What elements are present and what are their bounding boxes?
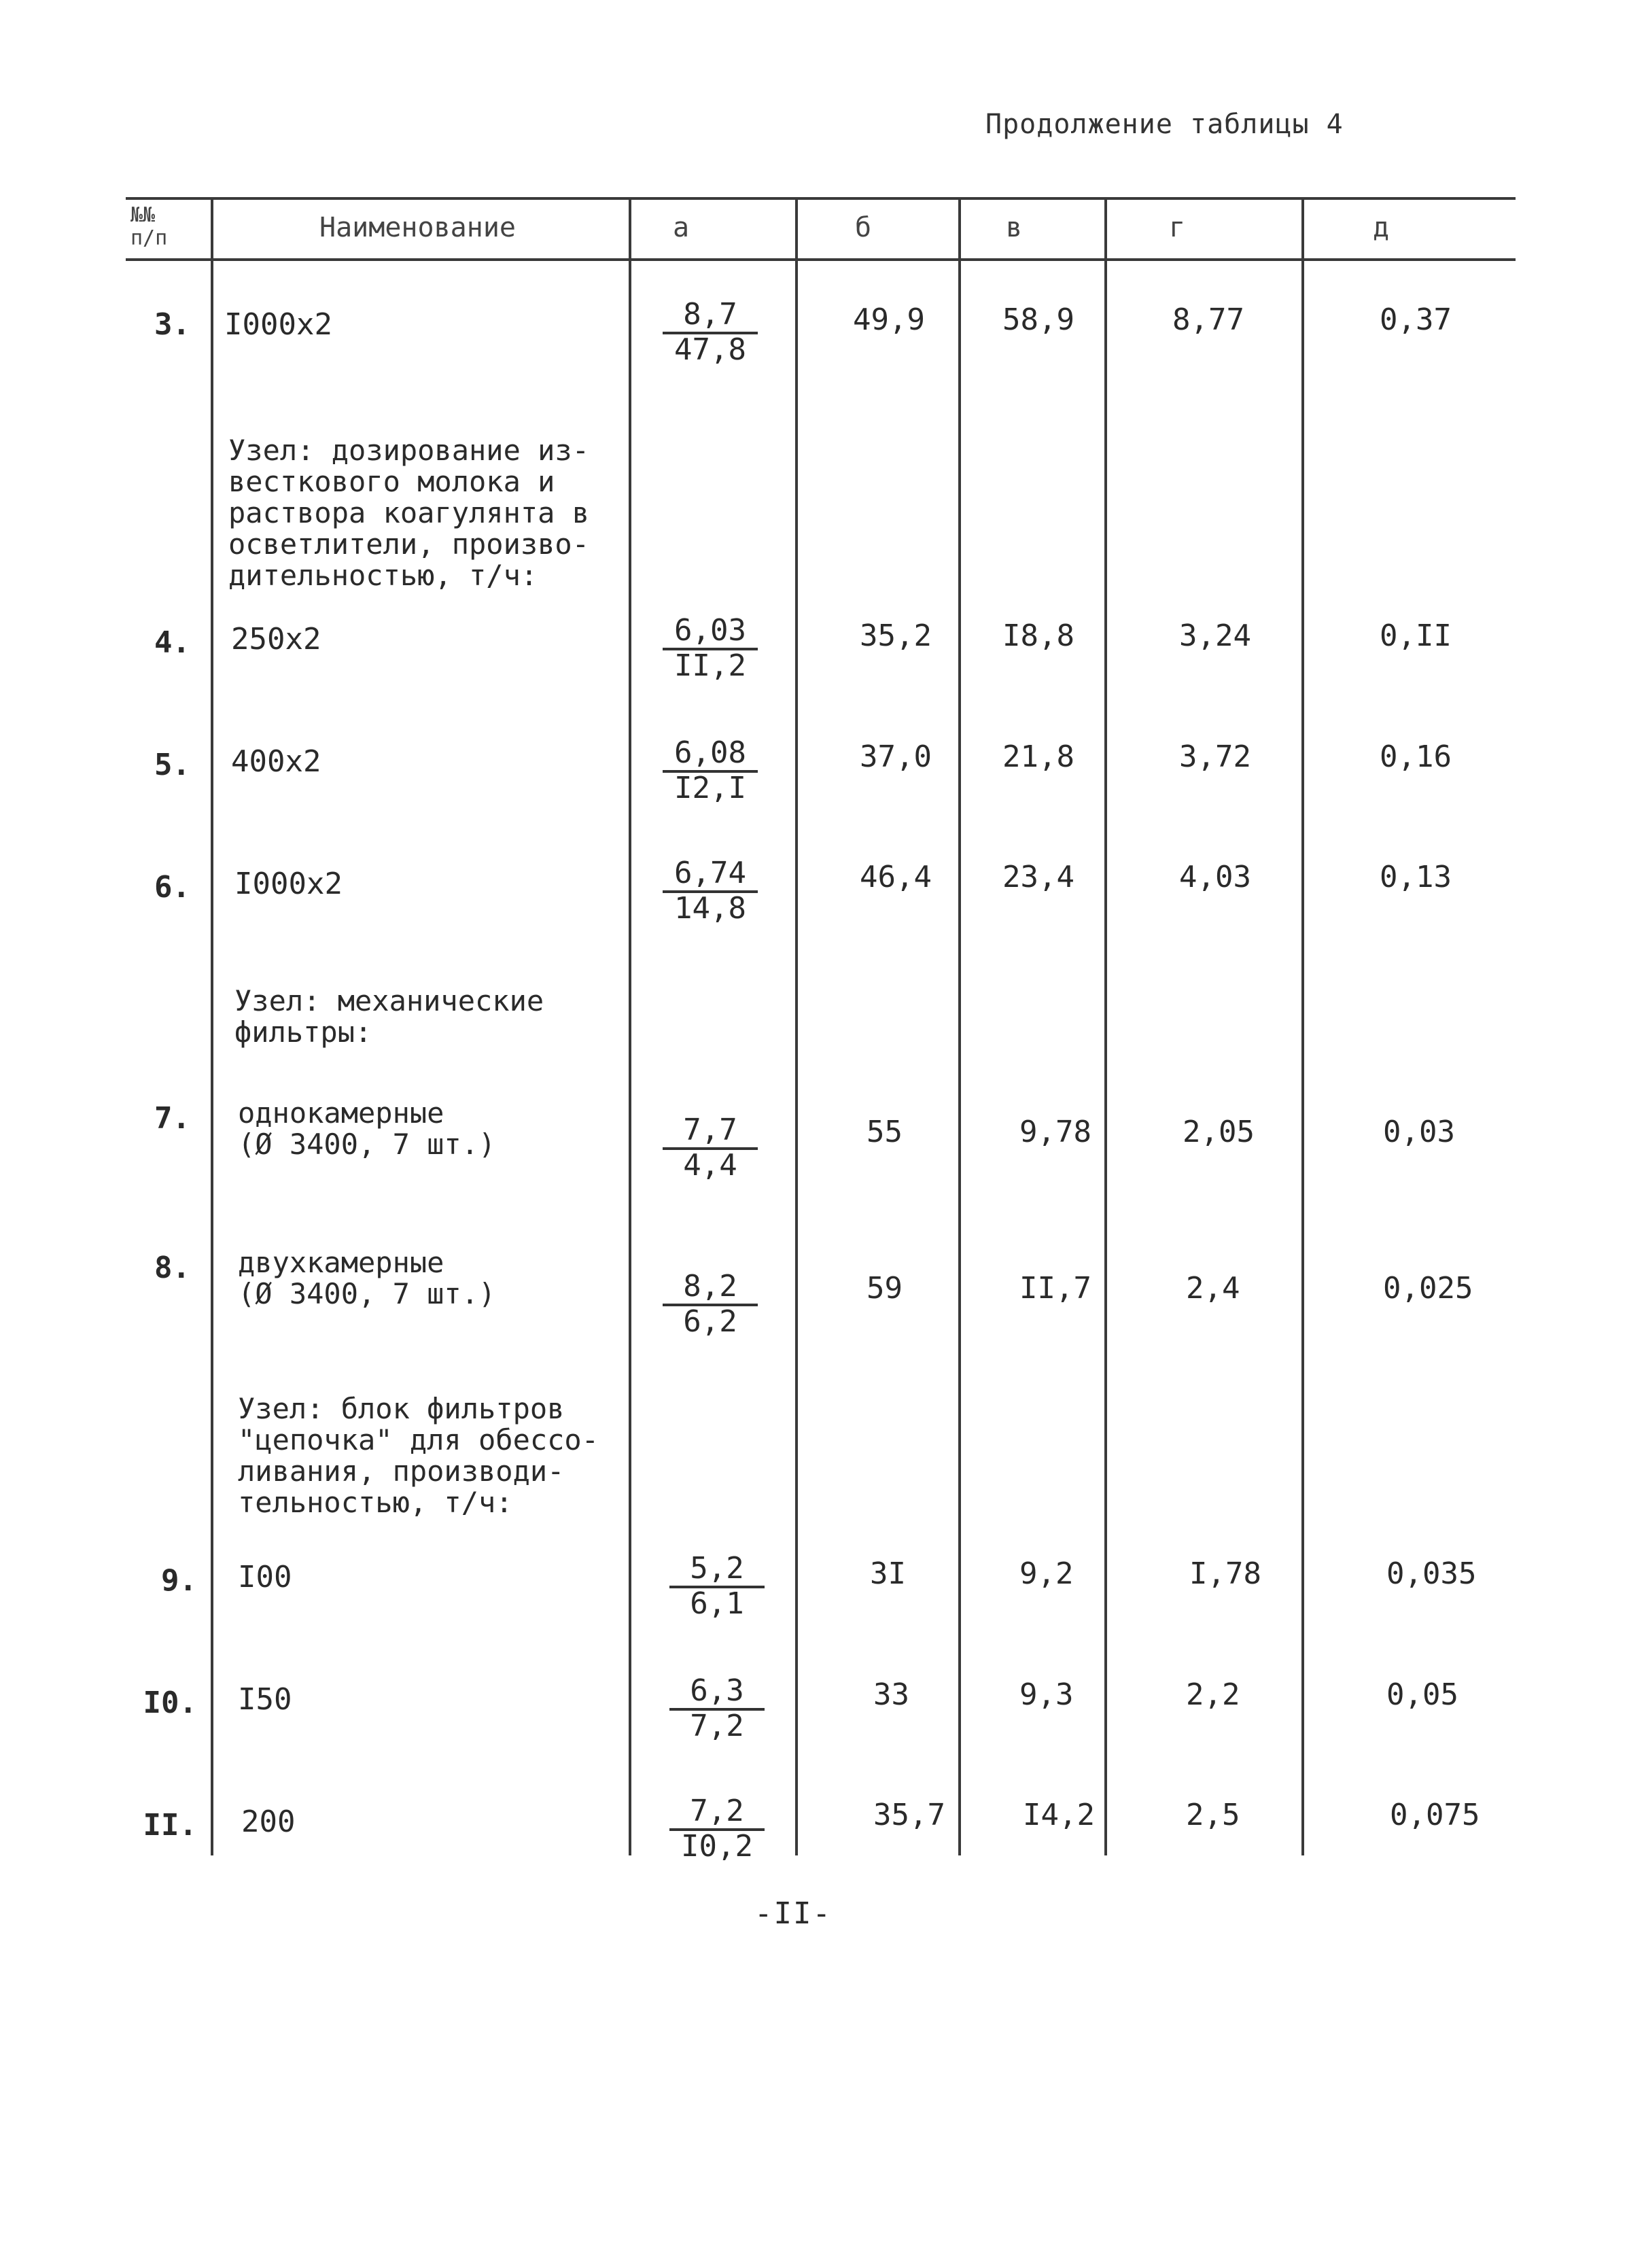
value-d: 0,II [1380, 618, 1452, 653]
value-g: 3,24 [1179, 618, 1251, 653]
value-g: 2,4 [1186, 1271, 1240, 1306]
value-v: 23,4 [1002, 860, 1074, 894]
value-b: 49,9 [853, 302, 925, 337]
section-heading: Узел: дозирование из- весткового молока и раствора коагулянта в осветлители, произво- дительностью, т/ч: [228, 434, 590, 592]
value-a-numerator: 6,74 [663, 858, 758, 893]
value-v: I8,8 [1002, 618, 1074, 653]
row-name: однокамерные (Ø 3400, 7 шт.) [238, 1096, 496, 1161]
value-a-denominator: II,2 [674, 648, 746, 683]
row-num: 7. [154, 1101, 190, 1136]
value-a-denominator: 6,1 [690, 1586, 744, 1621]
value-a-fraction [663, 615, 758, 682]
col-divider-num [211, 197, 213, 1855]
row-name: 250x2 [231, 622, 321, 657]
row-num: 8. [154, 1251, 190, 1285]
value-g: 8,77 [1172, 302, 1244, 337]
value-a-numerator: 6,08 [663, 737, 758, 773]
header-v: в [1006, 212, 1023, 243]
row-name: 200 [241, 1804, 296, 1839]
value-g: 2,05 [1183, 1115, 1255, 1149]
value-a-fraction [663, 858, 758, 924]
value-v: 21,8 [1002, 739, 1074, 774]
col-divider-g [1301, 197, 1304, 1855]
value-b: 33 [873, 1677, 909, 1712]
value-v: 58,9 [1002, 302, 1074, 337]
col-divider-a [795, 197, 798, 1855]
value-v: 9,2 [1019, 1556, 1074, 1591]
header-a: а [673, 212, 690, 243]
row-num: 5. [154, 748, 190, 782]
value-a-denominator: 14,8 [674, 891, 746, 926]
row-num: 3. [154, 307, 190, 342]
header-name: Наименование [319, 212, 516, 243]
value-a-denominator: 4,4 [683, 1148, 737, 1183]
row-num: I0. [143, 1686, 197, 1720]
value-g: 2,2 [1186, 1677, 1240, 1712]
value-d: 0,03 [1383, 1115, 1455, 1149]
value-d: 0,075 [1390, 1798, 1480, 1832]
header-d: д [1373, 212, 1390, 243]
row-num: 9. [161, 1563, 197, 1598]
value-a-fraction [663, 1115, 758, 1181]
value-b: 59 [867, 1271, 903, 1306]
col-divider-b [958, 197, 961, 1855]
value-a-fraction [663, 737, 758, 804]
value-v: 9,3 [1019, 1677, 1074, 1712]
page-number: -II- [754, 1896, 832, 1931]
value-a-fraction [663, 299, 758, 366]
section-heading: Узел: механические фильтры: [234, 984, 544, 1049]
value-b: 35,2 [860, 618, 932, 653]
table-top-rule [126, 197, 1516, 200]
value-a-fraction [669, 1675, 765, 1742]
row-name: I50 [238, 1682, 292, 1717]
value-v: 9,78 [1019, 1115, 1091, 1149]
value-b: 35,7 [873, 1798, 945, 1832]
value-a-denominator: I2,I [674, 771, 746, 805]
value-b: 3I [870, 1556, 906, 1591]
section-heading: Узел: блок фильтров "цепочка" для обессо- ливания, производи- тельностью, т/ч: [238, 1392, 599, 1519]
value-a-denominator: 6,2 [683, 1304, 737, 1339]
value-b: 46,4 [860, 860, 932, 894]
value-a-numerator: 5,2 [669, 1553, 765, 1588]
row-num: 4. [154, 625, 190, 660]
value-g: I,78 [1189, 1556, 1261, 1591]
value-a-fraction [669, 1796, 765, 1862]
value-a-numerator: 8,7 [663, 299, 758, 334]
header-b: б [855, 212, 872, 243]
row-num: II. [143, 1808, 197, 1843]
value-a-numerator: 7,7 [663, 1115, 758, 1150]
value-b: 55 [867, 1115, 903, 1149]
value-a-numerator: 6,3 [669, 1675, 765, 1711]
value-g: 3,72 [1179, 739, 1251, 774]
value-a-denominator: 47,8 [674, 332, 746, 367]
value-d: 0,035 [1386, 1556, 1477, 1591]
value-d: 0,13 [1380, 860, 1452, 894]
value-d: 0,025 [1383, 1271, 1473, 1306]
row-name: I000x2 [234, 867, 343, 901]
col-divider-v [1104, 197, 1107, 1855]
header-num: №№ п/п [130, 203, 168, 250]
value-v: I4,2 [1023, 1798, 1095, 1832]
row-name: 400x2 [231, 744, 321, 779]
value-a-numerator: 6,03 [663, 615, 758, 650]
value-d: 0,16 [1380, 739, 1452, 774]
value-d: 0,05 [1386, 1677, 1458, 1712]
value-a-denominator: 7,2 [690, 1709, 744, 1743]
value-g: 4,03 [1179, 860, 1251, 894]
row-num: 6. [154, 870, 190, 905]
row-name: I00 [238, 1560, 292, 1594]
value-g: 2,5 [1186, 1798, 1240, 1832]
table-header-rule [126, 258, 1516, 261]
row-name: двухкамерные (Ø 3400, 7 шт.) [238, 1246, 496, 1310]
value-b: 37,0 [860, 739, 932, 774]
value-a-numerator: 8,2 [663, 1271, 758, 1306]
value-a-fraction [669, 1553, 765, 1620]
value-a-numerator: 7,2 [669, 1796, 765, 1831]
continuation-label: Продолжение таблицы 4 [985, 109, 1344, 140]
value-v: II,7 [1019, 1271, 1091, 1306]
value-a-fraction [663, 1271, 758, 1338]
header-g: г [1169, 212, 1186, 243]
row-name: I000x2 [224, 307, 332, 342]
value-a-denominator: I0,2 [681, 1829, 753, 1864]
value-d: 0,37 [1380, 302, 1452, 337]
